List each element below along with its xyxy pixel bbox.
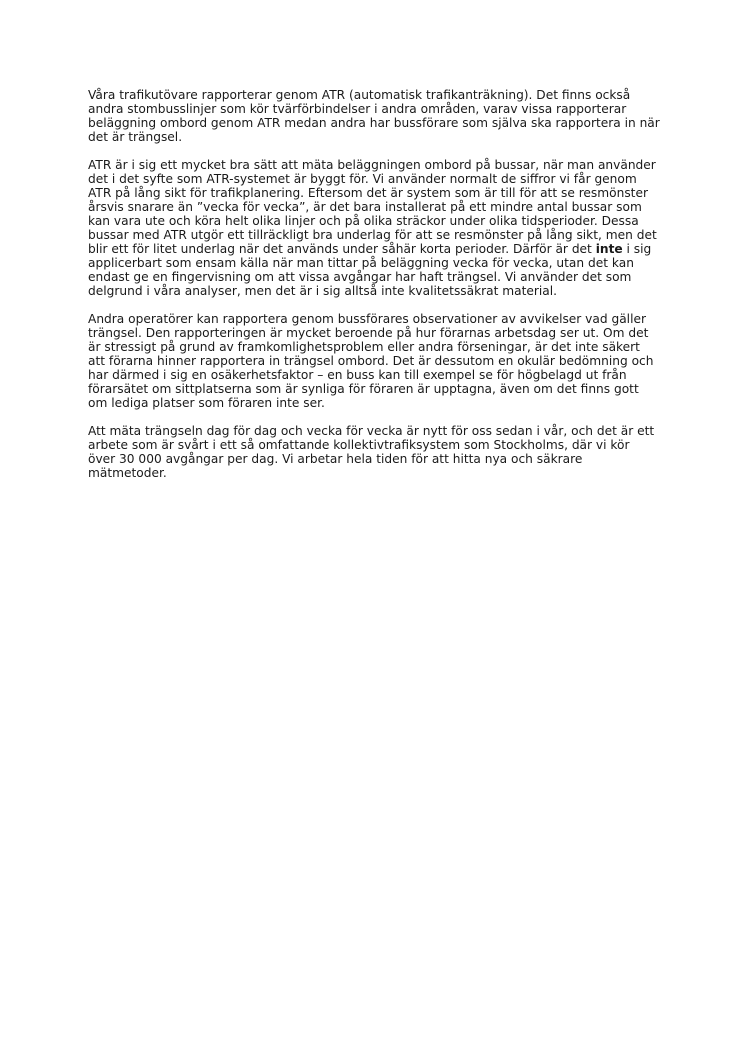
document-page bbox=[88, 88, 660, 494]
paragraph-atr-limitations-part-1: ATR är i sig ett mycket bra sätt att mäta beläggningen ombord på bussar, när man använder det i det syfte som ATR-systemet är byggt för. Vi använder normalt de siffror vi får genom ATR på lång sikt för trafikplanering. Eftersom det är system som är till för att se resmönster årsvis snarare än ”vecka för vecka”, är det bara installerat på ett mindre antal bussar som kan vara ute och köra helt olika linjer och på olika sträckor under olika tidsperioder. Dessa bussar med ATR utgör ett tillräckligt bra underlag för att se resmönster på lång sikt, men det blir ett för litet underlag när det används under såhär korta perioder. Därför är det bbox=[88, 158, 657, 256]
paragraph-atr-limitations bbox=[88, 158, 660, 298]
emphasis-inte: inte bbox=[595, 242, 623, 256]
paragraph-driver-reporting: Andra operatörer kan rapportera genom bussförares observationer av avvikelser vad gäller trängsel. Den rapporteringen är mycket beroende på hur förarnas arbetsdag ser ut. Om det är stressigt på grund av framkomlighetsproblem eller andra förseningar, är det inte säkert att förarna hinner rapportera in trängsel ombord. Det är dessutom en okulär bedömning och har därmed i sig en osäkerhetsfaktor – en buss kan till exempel se för högbelagd ut från förarsätet om sittplatserna som är synliga för föraren är upptagna, även om det finns gott om lediga platser som föraren inte ser. bbox=[88, 312, 654, 410]
paragraph-atr-limitations-part-2: i sig applicerbart som ensam källa när man tittar på beläggning vecka för vecka, utan det kan endast ge en fingervisning om att vissa avgångar har haft trängsel. Vi använder det som delgrund i våra analyser, men det är i sig alltså inte kvalitetssäkrat material. bbox=[88, 242, 652, 298]
paragraph-measuring-crowding: Att mäta trängseln dag för dag och vecka för vecka är nytt för oss sedan i vår, och det är ett arbete som är svårt i ett så omfattande kollektivtrafiksystem som Stockholms, där vi kör över 30 000 avgångar per dag. Vi arbetar hela tiden för att hitta nya och säkrare mätmetoder. bbox=[88, 424, 655, 480]
paragraph-atr-reporting: Våra trafikutövare rapporterar genom ATR (automatisk trafikanträkning). Det finns också andra stombusslinjer som kör tvärförbindelser i andra områden, varav vissa rapporterar beläggning ombord genom ATR medan andra har bussförare som själva ska rapportera in när det är trängsel. bbox=[88, 88, 660, 144]
